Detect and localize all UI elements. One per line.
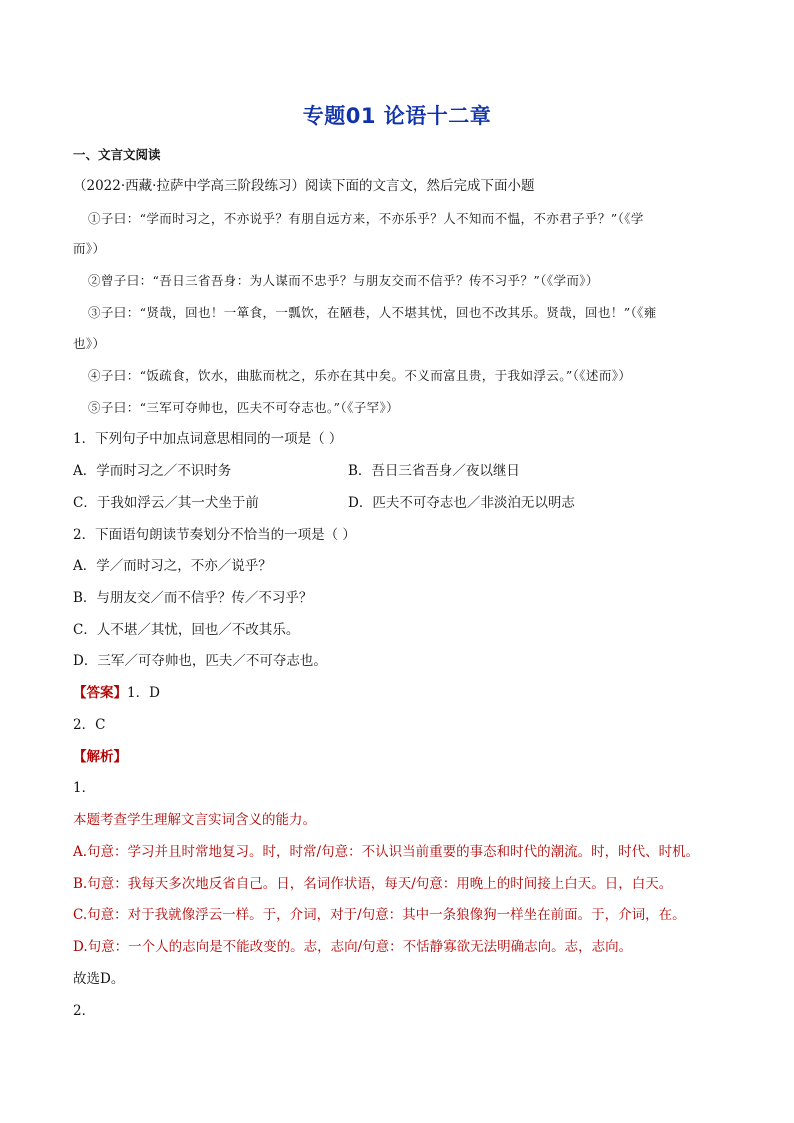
analysis-number-2: 2． — [73, 1003, 96, 1019]
page-title: 专题01 论语十二章 — [302, 104, 492, 128]
analysis-intro: 本题考查学生理解文言实词含义的能力。 — [73, 812, 316, 828]
analysis-label: 【解析】 — [73, 749, 127, 765]
analysis-conclusion: 故选D。 — [73, 971, 125, 987]
question-2-option-d: D．三军／可夺帅也，匹夫／不可夺志也。 — [73, 653, 327, 669]
answer-label: 【答案】 — [73, 685, 127, 701]
answer-line — [73, 684, 160, 702]
question-1-option-c: C．于我如浮云／其一犬坐于前 — [73, 495, 259, 511]
passage-1-line-2: 而》） — [73, 241, 106, 256]
passage-3-line-1: ③子曰：“贤哉，回也！一箪食，一瓢饮，在陋巷，人不堪其忧，回也不改其乐。贤哉，回也！”（《雍 — [88, 305, 657, 320]
passage-1-line-1: ①子曰：“学而时习之，不亦说乎？有朋自远方来，不亦乐乎？人不知而不愠，不亦君子乎？”（《学 — [88, 211, 644, 226]
passage-5: ⑤子曰：“三军可夺帅也，匹夫不可夺志也。”（《子罕》） — [88, 400, 400, 415]
question-2-stem: 2．下面语句朗读节奏划分不恰当的一项是（ ） — [73, 527, 356, 543]
question-1-option-d: D．匹夫不可夺志也／非淡泊无以明志 — [348, 495, 575, 511]
analysis-option-b: B.句意：我每天多次地反省自己。日，名词作状语，每天/句意：用晚上的时间接上白天。日，白天。 — [73, 876, 673, 892]
question-2-option-a: A．学／而时习之，不亦／说乎？ — [73, 558, 272, 574]
source-line: （2022·西藏·拉萨中学高三阶段练习）阅读下面的文言文，然后完成下面小题 — [73, 178, 535, 194]
section-heading: 一、文言文阅读 — [73, 147, 161, 162]
question-1-option-b: B．吾日三省吾身／夜以继日 — [348, 463, 520, 479]
analysis-number-1: 1． — [73, 780, 96, 796]
question-2-option-c: C．人不堪／其忧，回也／不改其乐。 — [73, 622, 300, 638]
question-1-option-a: A．学而时习之／不识时务 — [73, 463, 232, 479]
passage-4: ④子曰：“饭疏食，饮水，曲肱而枕之，乐亦在其中矣。不义而富且贵，于我如浮云。”（《述而》） — [88, 368, 632, 383]
question-1-stem: 1．下列句子中加点词意思相同的一项是（ ） — [73, 431, 343, 447]
analysis-option-d: D.句意：一个人的志向是不能改变的。志，志向/句意：不恬静寡欲无法明确志向。志，志向。 — [73, 939, 633, 955]
passage-2: ②曾子曰：“吾日三省吾身：为人谋而不忠乎？与朋友交而不信乎？传不习乎？”（《学而》） — [88, 273, 599, 288]
analysis-option-c: C.句意：对于我就像浮云一样。于，介词，对于/句意：其中一条狼像狗一样坐在前面。于，介词，在。 — [73, 907, 686, 923]
answer-1: 1．D — [127, 685, 160, 701]
passage-3-line-2: 也》） — [73, 336, 106, 351]
analysis-option-a: A.句意：学习并且时常地复习。时，时常/句意：不认识当前重要的事态和时代的潮流。时，时代、时机。 — [73, 844, 700, 860]
answer-2: 2．C — [73, 717, 106, 733]
question-2-option-b: B．与朋友交／而不信乎？传／不习乎？ — [73, 590, 313, 606]
